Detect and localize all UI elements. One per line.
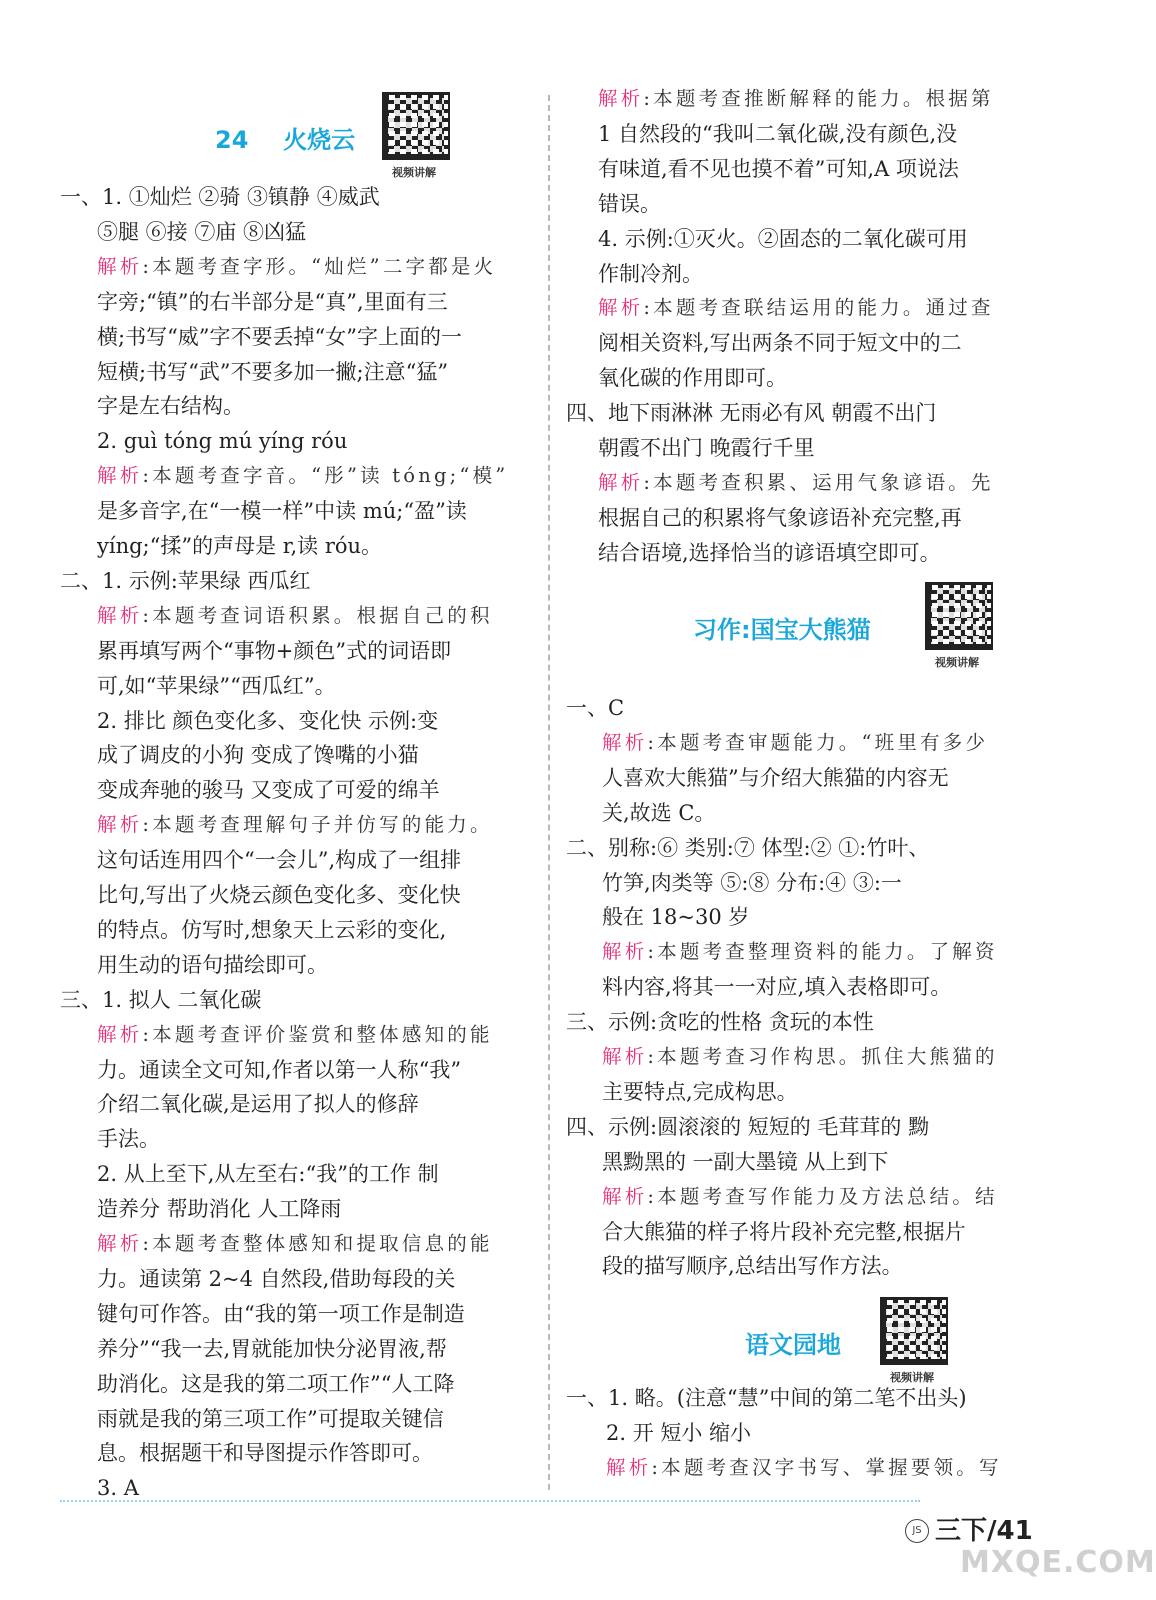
answer-line [97, 1055, 461, 1085]
analysis-line [97, 601, 493, 631]
line-text: 三、1. 拟人 二氧化碳 [60, 987, 262, 1012]
answer-line [602, 1217, 966, 1247]
answer-line [97, 531, 382, 561]
line-text: 四、地下雨淋淋 无雨必有风 朝霞不出门 [566, 401, 937, 426]
qr-caption: 视频讲解 [392, 166, 436, 179]
answer-line [602, 1251, 903, 1281]
line-text: 横;书写“威”字不要丢掉“女”字上面的一 [97, 324, 463, 349]
answer-line [97, 496, 467, 526]
section-title: 火烧云 [283, 126, 356, 154]
line-text: 力。通读第 2~4 自然段,借助每段的关 [97, 1266, 456, 1291]
line-text: :本题考查评价鉴赏和整体感知的能 [142, 1022, 493, 1046]
analysis-line [602, 937, 998, 967]
answer-line [97, 1438, 433, 1468]
footer-rule [60, 1500, 920, 1502]
answer-line [97, 426, 347, 456]
answer-line [598, 119, 957, 149]
answer-line [566, 833, 929, 863]
answer-line [602, 1077, 798, 1107]
line-text: :本题考查习作构思。抓住大熊猫的 [647, 1045, 998, 1068]
answer-line [598, 538, 941, 568]
line-text: 黑黝黑的 一副大墨镜 从上到下 [602, 1149, 889, 1174]
answer-line [566, 1383, 967, 1413]
answer-line [602, 763, 949, 793]
line-text: 人喜欢大熊猫”与介绍大熊猫的内容无 [602, 765, 949, 790]
answer-line [60, 182, 380, 212]
analysis-label: 解析 [97, 464, 143, 488]
analysis-line [97, 1020, 493, 1050]
section-heading-writing: 习作:国宝大熊猫 [693, 616, 871, 644]
answer-line [60, 566, 310, 596]
analysis-line [97, 810, 493, 840]
section-heading-garden: 语文园地 [745, 1331, 841, 1359]
answer-line [598, 363, 787, 393]
analysis-label: 解析 [602, 1045, 648, 1068]
answer-line [602, 902, 749, 932]
line-text: :本题考查理解句子并仿写的能力。 [142, 813, 493, 837]
line-text: 三、示例:贪吃的性格 贪玩的本性 [566, 1010, 874, 1035]
line-text: 四、示例:圆滚滚的 短短的 毛茸茸的 黝 [566, 1114, 930, 1139]
line-text: 这句话连用四个“一会儿”,构成了一组排 [97, 848, 462, 873]
answer-line [602, 868, 902, 898]
answer-line [97, 671, 336, 701]
answer-line [598, 328, 962, 358]
line-text: :本题考查联结运用的能力。通过查 [643, 296, 994, 320]
answer-line [97, 1124, 160, 1154]
line-text: 成了调皮的小狗 变成了馋嘴的小猫 [97, 743, 419, 768]
analysis-line [97, 1229, 493, 1259]
answer-line [97, 1264, 455, 1294]
analysis-label: 解析 [598, 470, 644, 494]
analysis-label: 解析 [602, 1184, 648, 1208]
answer-line [598, 259, 703, 289]
analysis-label: 解析 [97, 603, 143, 627]
answer-line [602, 1147, 888, 1177]
line-text: 造养分 帮助消化 人工降雨 [97, 1197, 342, 1222]
line-text: :本题考查整体感知和提取信息的能 [142, 1232, 493, 1255]
answer-line [97, 1473, 139, 1503]
analysis-label: 解析 [602, 940, 648, 964]
line-text: 比句,写出了火烧云颜色变化多、变化快 [97, 883, 461, 907]
analysis-line [97, 252, 496, 282]
qr-code-icon[interactable] [382, 92, 450, 160]
section-heading-24 [215, 120, 355, 155]
analysis-line [606, 1453, 1002, 1483]
line-text: 二、1. 示例:苹果绿 西瓜红 [60, 568, 311, 593]
answer-line [598, 433, 815, 463]
line-text: 1 自然段的“我叫二氧化碳,没有颜色,没 [598, 121, 958, 146]
answer-line [97, 915, 446, 945]
analysis-line [602, 1042, 998, 1072]
answer-line [598, 503, 962, 533]
analysis-label: 解析 [602, 730, 648, 754]
qr-code-icon[interactable] [880, 1297, 948, 1365]
answer-line [97, 706, 438, 736]
analysis-line [598, 468, 994, 498]
answer-line [566, 693, 624, 723]
answer-line [598, 154, 959, 184]
line-text: 2. 从上至下,从左至右:“我”的工作 制 [97, 1162, 439, 1187]
line-text: 有味道,看不见也摸不着”可知,A 项说法 [598, 156, 959, 181]
qr-code-icon[interactable] [925, 582, 993, 650]
line-text: :本题考查字音。“彤”读 tóng;“模” [142, 464, 509, 488]
qr-caption: 视频讲解 [935, 656, 979, 669]
analysis-line [602, 728, 988, 758]
answer-line [97, 287, 448, 317]
line-text: 短横;书写“武”不要多加一撇;注意“猛” [97, 359, 449, 384]
answer-line [97, 1194, 341, 1224]
line-text: 2. 排比 颜色变化多、变化快 示例:变 [97, 708, 439, 733]
line-text: 助消化。这是我的第二项工作”“人工降 [97, 1371, 455, 1396]
line-text: 二、别称:⑥ 类别:⑦ 体型:② ①:竹叶、 [566, 835, 930, 860]
watermark: MXQE.COM [960, 1545, 1156, 1580]
line-text: 2. guì tóng mú yíng róu [97, 429, 348, 454]
line-text: yíng;“揉”的声母是 r,读 róu。 [97, 534, 383, 558]
line-text: 主要特点,完成构思。 [602, 1079, 798, 1104]
line-text: 4. 示例:①灭火。②固态的二氧化碳可用 [598, 226, 968, 251]
analysis-line [602, 1182, 998, 1212]
answer-line [97, 636, 451, 666]
line-text: 合大熊猫的样子将片段补充完整,根据片 [602, 1219, 966, 1244]
line-text: 的特点。仿写时,想象天上云彩的变化, [97, 917, 447, 942]
line-text: 氧化碳的作用即可。 [598, 366, 787, 391]
line-text: ⑤腿 ⑥接 ⑦庙 ⑧凶猛 [97, 219, 307, 244]
line-text: 般在 18~30 岁 [602, 905, 750, 930]
answer-line [598, 189, 661, 219]
line-text: 竹笋,肉类等 ⑤:⑧ 分布:④ ③:一 [602, 870, 902, 895]
analysis-label: 解析 [598, 296, 644, 320]
analysis-label: 解析 [598, 87, 644, 110]
analysis-label: 解析 [97, 813, 143, 837]
answer-line [602, 798, 715, 828]
analysis-label: 解析 [97, 1022, 143, 1046]
line-text: 是多音字,在“一模一样”中读 mú;“盈”读 [97, 499, 467, 524]
line-text: :本题考查汉字书写、掌握要领。写 [651, 1456, 1002, 1479]
line-text: 朝霞不出门 晚霞行千里 [598, 436, 815, 460]
answer-line [97, 217, 306, 247]
answer-line [97, 950, 328, 980]
line-text: 介绍二氧化碳,是运用了拟人的修辞 [97, 1092, 419, 1117]
answer-line [97, 1404, 444, 1434]
line-text: :本题考查整理资料的能力。了解资 [647, 940, 998, 964]
answer-line [606, 1418, 751, 1448]
answer-line [97, 1334, 447, 1364]
line-text: :本题考查推断解释的能力。根据第 [643, 87, 994, 110]
line-text: :本题考查写作能力及方法总结。结 [647, 1184, 998, 1208]
answer-line [97, 357, 448, 387]
line-text: 关,故选 C。 [602, 800, 716, 825]
line-text: 养分”“我一去,胃就能加快分泌胃液,帮 [97, 1336, 447, 1361]
line-text: 一、1. ①灿烂 ②骑 ③镇静 ④威武 [60, 185, 380, 209]
answer-line [97, 845, 461, 875]
page-number: 三下/41 [935, 1516, 1033, 1546]
line-text: 可,如“苹果绿”“西瓜红”。 [97, 673, 336, 698]
answer-line [566, 1007, 874, 1037]
line-text: 作制冷剂。 [598, 261, 703, 286]
line-text: 根据自己的积累将气象谚语补充完整,再 [598, 505, 962, 530]
answer-line [97, 740, 419, 770]
line-text: 变成奔驰的骏马 又变成了可爱的绵羊 [97, 778, 440, 803]
line-text: 键句可作答。由“我的第一项工作是制造 [97, 1301, 465, 1326]
answer-line [97, 1369, 454, 1399]
answer-line [97, 1089, 419, 1119]
line-text: 字旁;“镇”的右半部分是“真”,里面有三 [97, 289, 448, 314]
answer-line [97, 322, 462, 352]
line-text: :本题考查字形。“灿烂”二字都是火 [142, 254, 497, 278]
line-text: 阅相关资料,写出两条不同于短文中的二 [598, 331, 962, 356]
analysis-label: 解析 [97, 254, 143, 278]
line-text: :本题考查积累、运用气象谚语。先 [643, 470, 994, 494]
answer-line [566, 1112, 929, 1142]
line-text: 错误。 [598, 191, 661, 216]
qr-caption: 视频讲解 [890, 1371, 934, 1384]
answer-line [60, 985, 261, 1015]
answer-line [97, 775, 440, 805]
answer-line [97, 1299, 465, 1329]
line-text: 用生动的语句描绘即可。 [97, 952, 328, 977]
line-text: :本题考查审题能力。“班里有多少 [647, 730, 989, 754]
line-text: 结合语境,选择恰当的谚语填空即可。 [598, 540, 941, 565]
line-text: 一、C [566, 696, 625, 720]
line-text: 累再填写两个“事物+颜色”式的词语即 [97, 638, 452, 663]
line-text: :本题考查词语积累。根据自己的积 [142, 603, 493, 627]
line-text: 手法。 [97, 1127, 160, 1152]
section-number: 24 [215, 126, 249, 154]
answer-line [598, 224, 968, 254]
answer-line [97, 391, 244, 421]
line-text: 雨就是我的第三项工作”可提取关键信 [97, 1406, 444, 1431]
line-text: 2. 开 短小 缩小 [606, 1421, 752, 1445]
analysis-label: 解析 [606, 1456, 652, 1479]
line-text: 力。通读全文可知,作者以第一人称“我” [97, 1057, 462, 1082]
line-text: 3. A [97, 1476, 139, 1501]
answer-line [602, 972, 951, 1002]
analysis-line [97, 461, 508, 491]
line-text: 一、1. 略。(注意“慧”中间的第二笔不出头) [566, 1386, 967, 1410]
answer-line [97, 880, 461, 910]
analysis-line [598, 84, 994, 114]
line-text: 息。根据题干和导图提示作答即可。 [97, 1441, 433, 1466]
edition-badge: JS [905, 1519, 929, 1543]
analysis-line [598, 293, 994, 323]
line-text: 料内容,将其一一对应,填入表格即可。 [602, 975, 952, 1000]
answer-line [566, 398, 936, 428]
answer-line [97, 1159, 439, 1189]
column-divider [548, 95, 550, 1490]
line-text: 段的描写顺序,总结出写作方法。 [602, 1254, 903, 1279]
analysis-label: 解析 [97, 1232, 143, 1255]
line-text: 字是左右结构。 [97, 394, 244, 419]
